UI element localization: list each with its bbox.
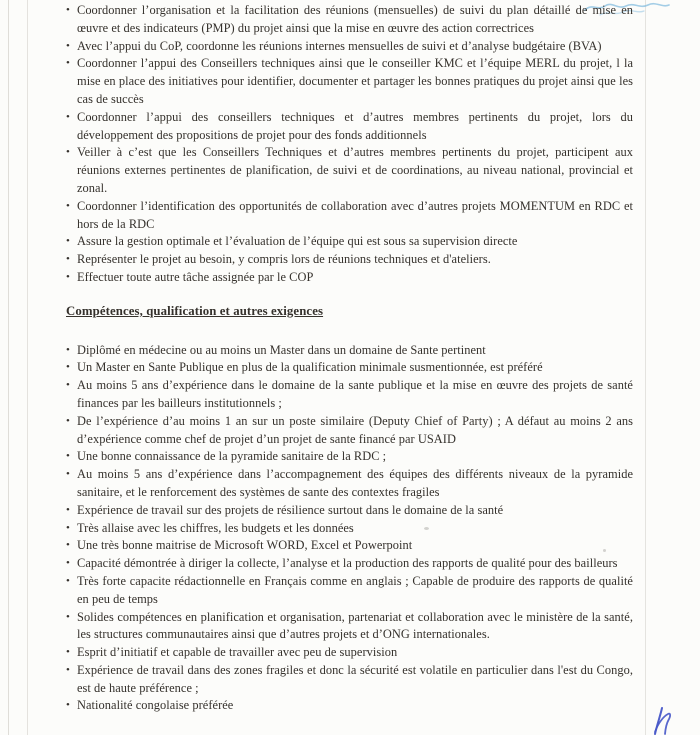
bullet-item xyxy=(66,573,633,609)
bullet-icon: • xyxy=(66,557,70,570)
bullet-icon: • xyxy=(66,379,70,392)
bullet-icon: • xyxy=(66,539,70,552)
bullet-icon: • xyxy=(66,253,70,266)
bullet-item-text: Coordonner l’organisation et la facilitation des réunions (mensuelles) de suivi du plan détaillé de mise en œuvre et des indicateurs (PMP) du projet ainsi que la mise en œuvre des action correctrices xyxy=(77,3,633,35)
bullet-item-text: Solides compétences en planification et organisation, partenariat et collaboration avec le ministère de la santé, les structures communautaires ainsi que d’autres projets et d’ONG internationales. xyxy=(77,609,633,642)
bullet-item-text: Nationalité congolaise préférée xyxy=(77,698,234,713)
document-content xyxy=(66,2,633,715)
bullet-item xyxy=(66,38,633,56)
bullet-item xyxy=(66,198,633,234)
bullet-item-text: Coordonner l’appui des conseillers techniques et d’autres membres pertinents du projet, lors du développement des propositions de projet pour des fonds additionnels xyxy=(77,109,633,142)
bullet-icon: • xyxy=(66,57,70,70)
bullet-item-text: Une très bonne maitrise de Microsoft WORD, Excel et Powerpoint xyxy=(77,538,413,553)
scan-artifact-line xyxy=(8,0,9,735)
bullet-item xyxy=(66,448,633,466)
bullet-item-text: Capacité démontrée à diriger la collecte, l’analyse et la production des rapports de qualité pour des bailleurs xyxy=(77,556,618,571)
bullet-item-text: Expérience de travail sur des projets de résilience surtout dans le domaine de la santé xyxy=(77,502,504,517)
bullet-item-text: Un Master en Sante Publique en plus de la qualification minimale susmentionnée, est préféré xyxy=(77,360,543,375)
bullet-item xyxy=(66,55,633,108)
bullet-item xyxy=(66,609,633,645)
section-heading: Compétences, qualification et autres exigences xyxy=(66,303,324,318)
ink-stroke-path xyxy=(655,714,670,734)
bullet-item xyxy=(66,144,633,197)
bullet-item-text: Au moins 5 ans d’expérience dans l’accompagnement des équipes des différents niveaux de la pyramide sanitaire, et le renforcement des systèmes de sante des contextes fragiles xyxy=(77,467,633,499)
bullet-item-text: De l’expérience d’au moins 1 an sur un poste similaire (Deputy Chief of Party) ; A défaut au moins 2 ans d’expérience comme chef de projet d’un projet de sante financé par USAID xyxy=(77,413,633,446)
bullet-icon: • xyxy=(66,663,70,676)
bullet-item-text: Coordonner l’identification des opportunités de collaboration avec d’autres projets MOMENTUM en RDC et hors de la RDC xyxy=(77,198,633,231)
bullet-item-text: Esprit d’initiatif et capable de travailler avec peu de supervision xyxy=(77,645,398,660)
responsibilities-list xyxy=(66,2,633,287)
bullet-item xyxy=(66,662,633,698)
bullet-item xyxy=(66,413,633,449)
bullet-icon: • xyxy=(66,503,70,516)
bullet-item xyxy=(66,359,633,377)
bullet-item-text: Très allaise avec les chiffres, les budgets et les données xyxy=(77,520,354,535)
bullet-icon: • xyxy=(66,699,70,712)
bullet-icon: • xyxy=(66,361,70,374)
bullet-icon: • xyxy=(66,39,70,52)
bullet-item xyxy=(66,269,633,287)
bullet-item-text: Très forte capacite rédactionnelle en Français comme en anglais ; Capable de produire des rapports de qualité en peu de temps xyxy=(77,573,633,606)
bullet-icon: • xyxy=(66,110,70,123)
bullet-icon: • xyxy=(66,468,70,481)
bullet-item-text: Représenter le projet au besoin, y compris lors de réunions techniques et d'ateliers. xyxy=(77,252,491,267)
bullet-item xyxy=(66,555,633,573)
bullet-item xyxy=(66,697,633,715)
bullet-item-text: Veiller à c’est que les Conseillers Techniques et d’autres membres pertinents du projet, participent aux réunions externes pertinentes de planification, de suivi et de coordinations, au niveau national, provincial et zonal. xyxy=(77,145,633,195)
qualifications-list xyxy=(66,342,633,716)
bullet-item xyxy=(66,502,633,520)
bullet-icon: • xyxy=(66,146,70,159)
scan-artifact-line xyxy=(27,0,28,735)
bullet-item xyxy=(66,377,633,413)
bullet-icon: • xyxy=(66,4,70,16)
bullet-icon: • xyxy=(66,199,70,212)
ink-stroke-path xyxy=(655,708,662,734)
bullet-item-text: Une bonne connaissance de la pyramide sanitaire de la RDC ; xyxy=(77,449,387,464)
bullet-item-text: Effectuer toute autre tâche assignée par le COP xyxy=(77,269,314,284)
bullet-item xyxy=(66,520,633,538)
bullet-item xyxy=(66,233,633,251)
bullet-icon: • xyxy=(66,235,70,248)
bullet-item-text: Expérience de travail dans des zones fragiles et donc la sécurité est volatile en particulier dans l'est du Congo, est de haute préférence ; xyxy=(77,662,633,695)
bullet-icon: • xyxy=(66,521,70,534)
bullet-item-text: Avec l’appui du CoP, coordonne les réunions internes mensuelles de suivi et d’analyse budgétaire (BVA) xyxy=(77,38,602,53)
bullet-item xyxy=(66,2,633,38)
handwritten-ink-mark xyxy=(645,702,695,735)
bullet-item xyxy=(66,466,633,502)
bullet-icon: • xyxy=(66,414,70,427)
bullet-item-text: Diplômé en médecine ou au moins un Master dans un domaine de Sante pertinent xyxy=(77,342,486,357)
bullet-item xyxy=(66,644,633,662)
bullet-icon: • xyxy=(66,646,70,659)
bullet-item-text: Assure la gestion optimale et l’évaluation de l’équipe qui est sous sa supervision directe xyxy=(77,234,518,249)
bullet-item-text: Au moins 5 ans d’expérience dans le domaine de la sante publique et la mise en œuvre des projets de santé finances par les bailleurs institutionnels ; xyxy=(77,378,633,410)
bullet-icon: • xyxy=(66,610,70,623)
bullet-icon: • xyxy=(66,450,70,463)
scan-artifact-line xyxy=(645,0,646,735)
bullet-icon: • xyxy=(66,343,70,356)
bullet-item xyxy=(66,251,633,269)
bullet-icon: • xyxy=(66,574,70,587)
bullet-icon: • xyxy=(66,270,70,283)
bullet-item xyxy=(66,537,633,555)
bullet-item-text: Coordonner l’appui des Conseillers techniques ainsi que le conseiller KMC et l’équipe MERL du projet, l la mise en place des initiatives pour identifier, documenter et partager les bonnes pratiques du projet ainsi que les cas de succès xyxy=(77,56,633,106)
bullet-item xyxy=(66,342,633,360)
bullet-item xyxy=(66,109,633,145)
